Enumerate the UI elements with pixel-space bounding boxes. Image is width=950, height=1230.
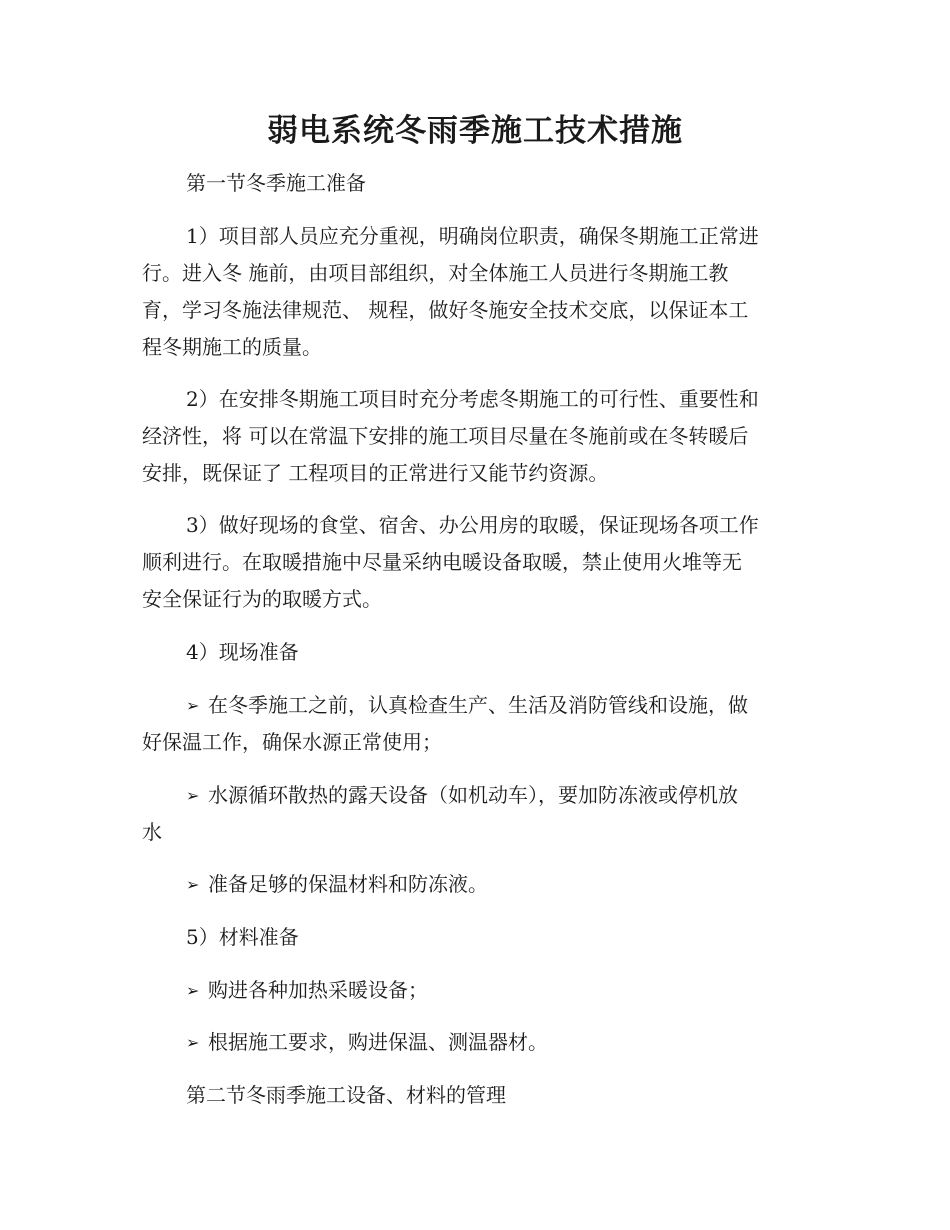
paragraph-line: 3）做好现场的食堂、宿舍、办公用房的取暖，保证现场各项工作 (186, 513, 759, 537)
bullet-item (186, 866, 851, 903)
subsection-heading: 5）材料准备 (186, 925, 299, 949)
bullet-text: 准备足够的保温材料和防冻液。 (208, 872, 488, 896)
bullet-text: 根据施工要求，购进保温、测温器材。 (208, 1030, 548, 1054)
document-title: 弱电系统冬雨季施工技术措施 (267, 113, 683, 149)
bullet-text: 水源循环散热的露天设备（如机动车），要加防冻液或停机放 (208, 783, 738, 807)
paragraph-line: 经济性，将 可以在常温下安排的施工项目尽量在冬施前或在冬转暖后 (142, 424, 749, 448)
arrow-bullet-icon: ➢ (186, 786, 200, 805)
bullet-continuation: 好保温工作，确保水源正常使用； (142, 730, 442, 754)
paragraph-line: 1）项目部人员应充分重视，明确岗位职责，确保冬期施工正常进 (186, 224, 759, 248)
bullet-item (186, 972, 851, 1009)
paragraph-line: 安全保证行为的取暖方式。 (142, 587, 382, 611)
paragraph-line: 程冬期施工的质量。 (142, 335, 322, 359)
bullet-item (186, 1024, 851, 1061)
bullet-text: 在冬季施工之前，认真检查生产、生活及消防管线和设施，做 (208, 693, 748, 717)
section-heading: 第一节冬季施工准备 (186, 171, 366, 195)
section-heading: 第二节冬雨季施工设备、材料的管理 (186, 1083, 506, 1107)
arrow-bullet-icon: ➢ (186, 981, 200, 1000)
arrow-bullet-icon: ➢ (186, 1033, 200, 1052)
paragraph-line: 育，学习冬施法律规范、 规程，做好冬施安全技术交底，以保证本工 (142, 298, 749, 322)
bullet-continuation: 水 (142, 820, 162, 844)
paragraph-line: 顺利进行。在取暖措施中尽量采纳电暖设备取暖，禁止使用火堆等无 (142, 550, 742, 574)
subsection-heading: 4）现场准备 (186, 640, 299, 664)
paragraph-line: 行。进入冬 施前，由项目部组织，对全体施工人员进行冬期施工教 (142, 261, 729, 285)
arrow-bullet-icon: ➢ (186, 696, 200, 715)
paragraph-line: 安排，既保证了 工程项目的正常进行又能节约资源。 (142, 461, 609, 485)
bullet-item (186, 687, 851, 724)
bullet-text: 购进各种加热采暖设备； (208, 978, 428, 1002)
paragraph-line: 2）在安排冬期施工项目时充分考虑冬期施工的可行性、重要性和 (186, 387, 759, 411)
arrow-bullet-icon: ➢ (186, 875, 200, 894)
bullet-item (186, 777, 851, 814)
